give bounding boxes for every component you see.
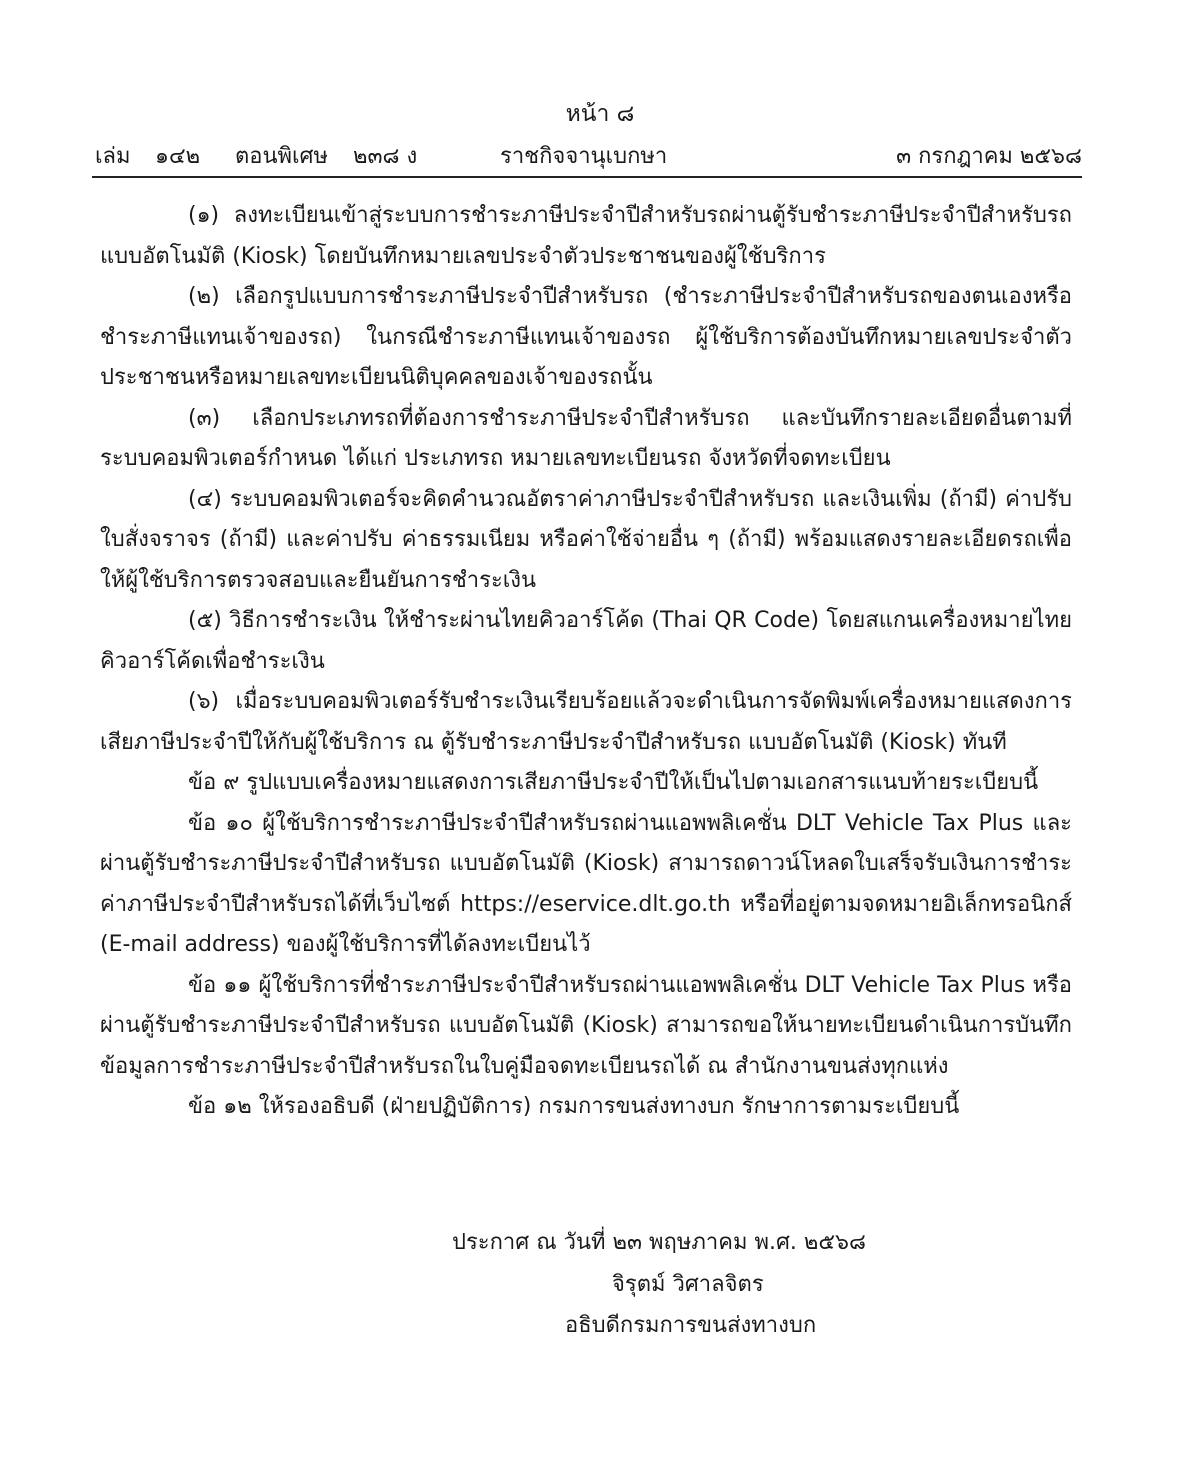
- paragraph-step-3: (๓) เลือกประเภทรถที่ต้องการชำระภาษีประจำปีสำหรับรถ และบันทึกรายละเอียดอื่นตามที่ระบบคอมพิวเตอร์กำหนด ได้แก่ ประเภทรถ หมายเลขทะเบียนรถ จังหวัดที่จดทะเบียน: [100, 405, 1072, 471]
- paragraph-clause-9: ข้อ ๙ รูปแบบเครื่องหมายแสดงการเสียภาษีประจำปีให้เป็นไปตามเอกสารแนบท้ายระเบียบนี้: [188, 770, 1039, 795]
- paragraph-clause-10: ข้อ ๑๐ ผู้ใช้บริการชำระภาษีประจำปีสำหรับรถผ่านแอพพลิเคชั่น DLT Vehicle Tax Plus และผ่านตู้รับชำระภาษีประจำปีสำหรับรถ แบบอัตโนมัติ (Kiosk) สามารถดาวน์โหลดใบเสร็จรับเงินการชำระค่าภาษีประจำปีสำหรับรถได้ที่เว็บไซต์ https://eservice.dlt.go.th หรือที่อยู่ตามจดหมายอิเล็กทรอนิกส์ (E-mail address) ของผู้ใช้บริการที่ได้ลงทะเบียนไว้: [100, 810, 1072, 957]
- paragraph-step-5: (๕) วิธีการชำระเงิน ให้ชำระผ่านไทยคิวอาร์โค้ด (Thai QR Code) โดยสแกนเครื่องหมายไทยคิวอาร์โค้ดเพื่อชำระเงิน: [100, 608, 1072, 674]
- paragraph-clause-12: ข้อ ๑๒ ให้รองอธิบดี (ฝ่ายปฏิบัติการ) กรมการขนส่งทางบก รักษาการตามระเบียบนี้: [188, 1094, 960, 1119]
- paragraph-clause-11: ข้อ ๑๑ ผู้ใช้บริการที่ชำระภาษีประจำปีสำหรับรถผ่านแอพพลิเคชั่น DLT Vehicle Tax Plus หรือผ่านตู้รับชำระภาษีประจำปีสำหรับรถ แบบอัตโนมัติ (Kiosk) สามารถขอให้นายทะเบียนดำเนินการบันทึกข้อมูลการชำระภาษีประจำปีสำหรับรถในใบคู่มือจดทะเบียนรถได้ ณ สำนักงานขนส่งทุกแห่ง: [100, 972, 1072, 1079]
- page-number: หน้า ๘: [565, 101, 635, 127]
- signatory-position: อธิบดีกรมการขนส่งทางบก: [565, 1313, 817, 1338]
- section-number: ๒๓๘ ง: [353, 144, 418, 169]
- volume-label: เล่ม: [95, 144, 131, 169]
- volume-number: ๑๔๒: [155, 144, 201, 169]
- publication-name: ราชกิจจานุเบกษา: [500, 144, 668, 169]
- document-body: [100, 196, 1072, 1128]
- section-label: ตอนพิเศษ: [235, 144, 329, 169]
- publication-date: ๓ กรกฎาคม ๒๕๖๘: [896, 144, 1082, 169]
- signatory-name: จิรุตม์ วิศาลจิตร: [612, 1272, 764, 1297]
- gazette-header: [95, 138, 1082, 170]
- header-divider: [92, 176, 1082, 178]
- paragraph-step-2: (๒) เลือกรูปแบบการชำระภาษีประจำปีสำหรับรถ (ชำระภาษีประจำปีสำหรับรถของตนเองหรือชำระภาษีแทนเจ้าของรถ) ในกรณีชำระภาษีแทนเจ้าของรถ ผู้ใช้บริการต้องบันทึกหมายเลขประจำตัวประชาชนหรือหมายเลขทะเบียนนิติบุคคลของเจ้าของรถนั้น: [100, 284, 1072, 390]
- paragraph-step-4: (๔) ระบบคอมพิวเตอร์จะคิดคำนวณอัตราค่าภาษีประจำปีสำหรับรถ และเงินเพิ่ม (ถ้ามี) ค่าปรับใบสั่งจราจร (ถ้ามี) และค่าปรับ ค่าธรรมเนียม หรือค่าใช้จ่ายอื่น ๆ (ถ้ามี) พร้อมแสดงรายละเอียดรถเพื่อให้ผู้ใช้บริการตรวจสอบและยืนยันการชำระเงิน: [100, 486, 1072, 593]
- paragraph-step-6: (๖) เมื่อระบบคอมพิวเตอร์รับชำระเงินเรียบร้อยแล้วจะดำเนินการจัดพิมพ์เครื่องหมายแสดงการเสียภาษีประจำปีให้กับผู้ใช้บริการ ณ ตู้รับชำระภาษีประจำปีสำหรับรถ แบบอัตโนมัติ (Kiosk) ทันที: [100, 689, 1072, 755]
- paragraph-step-1: (๑) ลงทะเบียนเข้าสู่ระบบการชำระภาษีประจำปีสำหรับรถผ่านตู้รับชำระภาษีประจำปีสำหรับรถแบบอัตโนมัติ (Kiosk) โดยบันทึกหมายเลขประจำตัวประชาชนของผู้ใช้บริการ: [100, 203, 1072, 269]
- announcement-date: ประกาศ ณ วันที่ ๒๓ พฤษภาคม พ.ศ. ๒๕๖๘: [452, 1230, 866, 1255]
